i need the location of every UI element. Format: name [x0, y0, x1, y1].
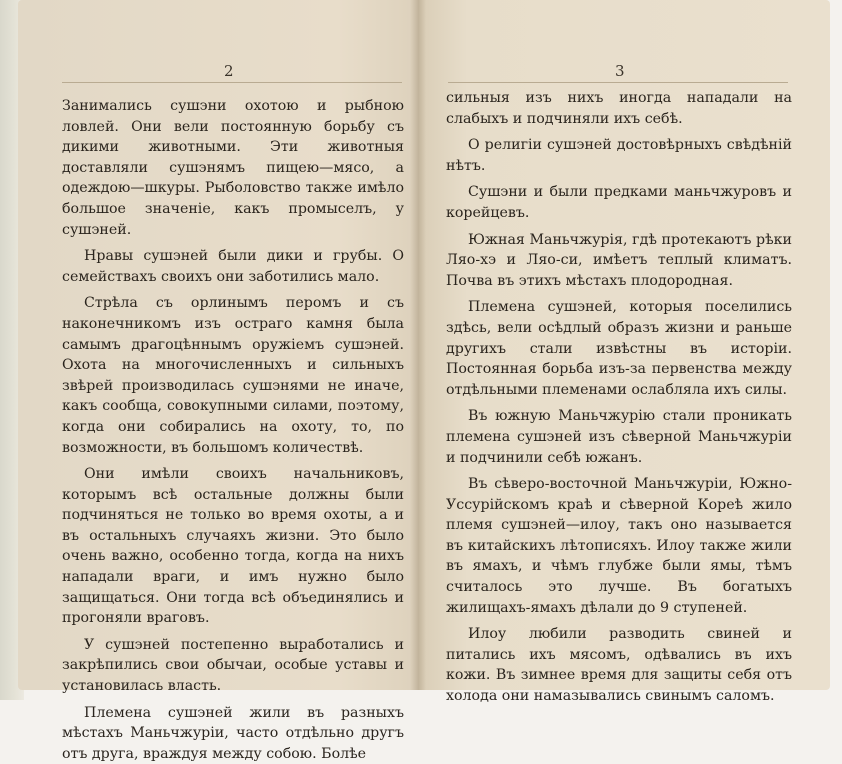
left-page: [18, 0, 418, 762]
book-gutter: [410, 0, 426, 690]
left-paragraph-6: Племена сушэней жили въ разныхъ мѣстахъ Маньчжуріи, часто отдѣльно другъ отъ друга, враждуя между собою. Болѣе: [62, 704, 404, 762]
right-paragraph-3: Сушэни и были предками маньчжуровъ и корейцевъ.: [446, 184, 792, 221]
right-paragraph-4: Южная Маньчжурія, гдѣ протекаютъ рѣки Ляо-хэ и Ляо-си, имѣетъ теплый климатъ. Почва въ этихъ мѣстахъ плодородная.: [446, 231, 792, 289]
left-paragraph-3: Стрѣла съ орлинымъ перомъ и съ наконечникомъ изъ остраго камня была самымъ драгоцѣннымъ оружіемъ сушэней. Охота на многочисленныхъ и сильныхъ звѣрей производилась сушэнями не иначе, какъ сообща, совокупными силами, поэтому, когда они собирались на охоту, то, по возможности, въ большомъ количествѣ.: [62, 295, 404, 456]
right-page-number: 3: [615, 62, 625, 80]
left-page-text: [62, 96, 404, 764]
right-header-rule: [448, 82, 788, 83]
left-page-number: 2: [224, 62, 234, 80]
right-paragraph-8: Илоу любили разводить свиней и питались ихъ мясомъ, одѣвались въ ихъ кожи. Въ зимнее время для защиты себя отъ холода они намазывались свинымъ саломъ.: [446, 626, 792, 705]
right-page: [418, 0, 830, 705]
right-paragraph-5: Племена сушэней, которыя поселились здѣсь, вели осѣдлый образъ жизни и раньше другихъ стали извѣстны въ исторіи. Постоянная борьба изъ-за первенства между отдѣльными племенами ослабляла ихъ силы.: [446, 299, 792, 398]
left-paragraph-5: У сушэней постепенно выработались и закрѣпились свои обычаи, особые уставы и установилась власть.: [62, 636, 404, 695]
right-paragraph-6: Въ южную Маньчжурію стали проникать племена сушэней изъ сѣверной Маньчжуріи и подчинили себѣ южанъ.: [446, 408, 792, 466]
right-paragraph-1: сильныя изъ нихъ иногда нападали на слабыхъ и подчиняли ихъ себѣ.: [446, 90, 792, 127]
left-header-rule: [62, 82, 402, 83]
left-paragraph-1: Занимались сушэни охотою и рыбною ловлей. Они вели постоянную борьбу съ дикими животными. Эти животныя доставляли сушэнямъ пищею—мясо, а одеждою—шкуры. Рыболовство также имѣло большое значеніе, какъ промыселъ, у сушэней.: [62, 98, 404, 238]
left-paragraph-4: Они имѣли своихъ начальниковъ, которымъ всѣ остальные должны были подчиняться не только во время охоты, а и въ остальныхъ случаяхъ жизни. Это было очень важно, особенно тогда, когда на нихъ нападали враги, и имъ нужно было защищаться. Они тогда всѣ объединялись и прогоняли враговъ.: [62, 466, 404, 627]
left-paragraph-2: Нравы сушэней были дики и грубы. О семействахъ своихъ они заботились мало.: [62, 248, 404, 285]
right-page-text: [446, 88, 792, 707]
right-paragraph-7: Въ сѣверо-восточной Маньчжуріи, Южно-Уссурійскомъ краѣ и сѣверной Кореѣ жило племя сушэней—илоу, такъ оно называется въ китайскихъ лѣтописяхъ. Илоу также жили въ ямахъ, и чѣмъ глубже были ямы, тѣмъ считалось это лучше. Въ богатыхъ жилищахъ-ямахъ дѣлали до 9 ступеней.: [446, 476, 792, 616]
right-paragraph-2: О религіи сушэней достовѣрныхъ свѣдѣній нѣтъ.: [446, 137, 792, 174]
